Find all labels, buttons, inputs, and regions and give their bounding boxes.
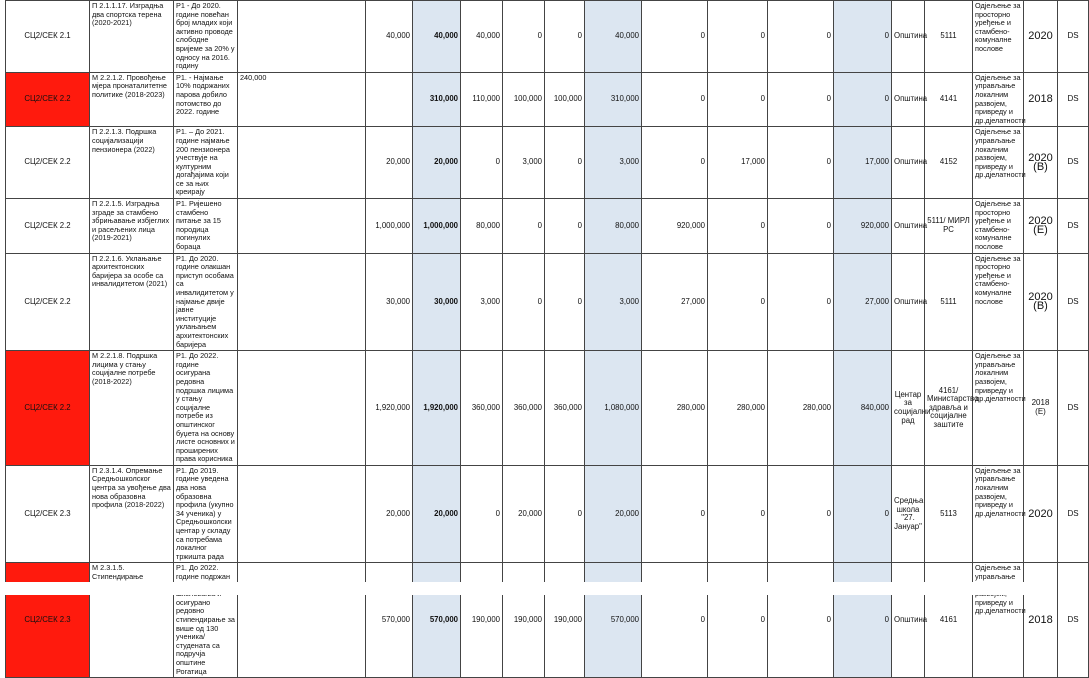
cell-konto: 4152 — [925, 127, 973, 199]
cell-v1: 80,000 — [461, 199, 503, 254]
cell-v2: 3,000 — [503, 127, 545, 199]
cell-wsum: 17,000 — [834, 127, 892, 199]
cell-base — [238, 127, 366, 199]
cell-base — [238, 563, 366, 678]
cell-code: СЦ2/СЕК 2.2 — [6, 199, 90, 254]
cell-v1: 110,000 — [461, 72, 503, 127]
cell-ds: DS — [1058, 351, 1089, 466]
cell-konto: 5111 — [925, 253, 973, 351]
cell-resp: Општина — [892, 253, 925, 351]
cell-w2: 0 — [708, 465, 768, 563]
table-row — [6, 199, 1089, 254]
cell-resp: Општина — [892, 199, 925, 254]
cell-w3: 0 — [768, 253, 834, 351]
cell-w3: 0 — [768, 465, 834, 563]
cell-v1: 0 — [461, 127, 503, 199]
cell-project: М 2.3.1.5. Стипендирање — [90, 563, 174, 678]
cell-v3: 0 — [545, 127, 585, 199]
cell-w2: 0 — [708, 72, 768, 127]
cell-year: 2018 — [1024, 563, 1058, 678]
cell-w1: 27,000 — [642, 253, 708, 351]
cell-sum: 1,080,000 — [585, 351, 642, 466]
cell-code: СЦ2/СЕК 2.3 — [6, 563, 90, 678]
cell-total2: 30,000 — [413, 253, 461, 351]
cell-ds: DS — [1058, 253, 1089, 351]
cell-v2: 100,000 — [503, 72, 545, 127]
cell-indicator: Р1. До 2020. године олакшан приступ особама са инвалидитетом у најмање двије јавне институције уклањањем архитектонских баријера — [174, 253, 238, 351]
cell-v3: 0 — [545, 465, 585, 563]
cell-w2: 0 — [708, 1, 768, 73]
cell-ds: DS — [1058, 1, 1089, 73]
cell-v1: 190,000 — [461, 563, 503, 678]
cell-total2: 570,000 — [413, 563, 461, 678]
cell-w1: 920,000 — [642, 199, 708, 254]
cell-w1: 280,000 — [642, 351, 708, 466]
cell-ds: DS — [1058, 72, 1089, 127]
cell-konto: 5113 — [925, 465, 973, 563]
cell-resp: Средња школа "27. Јануар" — [892, 465, 925, 563]
cell-wsum: 0 — [834, 563, 892, 678]
cell-v3: 190,000 — [545, 563, 585, 678]
table-row — [6, 127, 1089, 199]
cell-konto: 5111 — [925, 1, 973, 73]
table-row — [6, 351, 1089, 466]
cell-ds: DS — [1058, 127, 1089, 199]
cell-dept: Одјељење за управљање локалним развојем, привреду и др.дјелатности — [973, 72, 1024, 127]
cell-dept: Одјељење за просторно уређење и стамбено-комуналне послове — [973, 199, 1024, 254]
budget-table-sheet — [5, 0, 1079, 676]
cell-code: СЦ2/СЕК 2.2 — [6, 127, 90, 199]
cell-total2: 20,000 — [413, 465, 461, 563]
cell-code: СЦ2/СЕК 2.1 — [6, 1, 90, 73]
cell-konto: 5111/ МИРЛ РС — [925, 199, 973, 254]
cell-code: СЦ2/СЕК 2.3 — [6, 465, 90, 563]
cell-dept: Одјељење за управљање локалним развојем, привреду и др.дјелатности — [973, 351, 1024, 466]
cell-sum: 80,000 — [585, 199, 642, 254]
cell-dept: Одјељење за управљање привреду и др.дјелатности — [973, 563, 1024, 678]
cell-w3: 0 — [768, 199, 834, 254]
cell-sum: 570,000 — [585, 563, 642, 678]
cell-indicator: Р1. До 2019. године уведена два нова образовна профила (укупно 34 ученика) у Средњошколски центар у складу са потребама локалног тржишта рада — [174, 465, 238, 563]
cell-total2: 1,000,000 — [413, 199, 461, 254]
cell-ds: DS — [1058, 563, 1089, 678]
cell-project: М 2.2.1.8. Подршка лицима у стању социјалне потребе (2018-2022) — [90, 351, 174, 466]
cell-resp: Општина — [892, 1, 925, 73]
cell-total2: 310,000 — [413, 72, 461, 127]
cell-w1: 0 — [642, 127, 708, 199]
cell-sum: 20,000 — [585, 465, 642, 563]
cell-indicator: Р1 - До 2020. године повећан број младих који активно проводе слободне вријеме за 20% у односу на 2016. годину — [174, 1, 238, 73]
cell-total2: 1,920,000 — [413, 351, 461, 466]
table-row — [6, 465, 1089, 563]
cell-konto: 4161 — [925, 563, 973, 678]
cell-v1: 40,000 — [461, 1, 503, 73]
cell-base — [238, 253, 366, 351]
cell-w2: 17,000 — [708, 127, 768, 199]
cell-v2: 0 — [503, 1, 545, 73]
cell-v2: 190,000 — [503, 563, 545, 678]
cell-v3: 360,000 — [545, 351, 585, 466]
cell-resp: Центар за социјални рад — [892, 351, 925, 466]
cell-project: П 2.1.1.17. Изградња два спортска терена (2020-2021) — [90, 1, 174, 73]
budget-table — [5, 0, 1089, 678]
cell-ds: DS — [1058, 465, 1089, 563]
table-row — [6, 253, 1089, 351]
cell-w2: 280,000 — [708, 351, 768, 466]
cell-w1: 0 — [642, 1, 708, 73]
cell-total — [366, 72, 413, 127]
cell-indicator: Р1. - Најмање 10% подржаних парова добило потомство до 2022. године — [174, 72, 238, 127]
cell-year: 2018 — [1024, 72, 1058, 127]
cell-v3: 0 — [545, 199, 585, 254]
cell-base — [238, 199, 366, 254]
cell-project: П 2.2.1.5. Изградња зграде за стамбено збрињавање избјеглих и расељених лица (2019-2021) — [90, 199, 174, 254]
cell-w3: 280,000 — [768, 351, 834, 466]
cell-project: П 2.2.1.3. Подршка социјализацији пензионера (2022) — [90, 127, 174, 199]
cell-wsum: 840,000 — [834, 351, 892, 466]
table-row — [6, 563, 1089, 678]
cell-total: 40,000 — [366, 1, 413, 73]
cell-indicator: Р1. До 2022. године подржан осигурано редовно стипендирање за више од 130 ученика/студената са подручја општине Рогатица — [174, 563, 238, 678]
cell-v1: 360,000 — [461, 351, 503, 466]
cell-total: 30,000 — [366, 253, 413, 351]
cell-v3: 0 — [545, 1, 585, 73]
cell-v2: 0 — [503, 253, 545, 351]
cell-dept: Одјељење за просторно уређење и стамбено-комуналне послове — [973, 1, 1024, 73]
cell-w2: 0 — [708, 563, 768, 678]
cell-wsum: 0 — [834, 72, 892, 127]
cell-v2: 360,000 — [503, 351, 545, 466]
cell-base — [238, 1, 366, 73]
cell-year: 2018 (E) — [1024, 351, 1058, 466]
cell-w1: 0 — [642, 72, 708, 127]
cell-project: М 2.2.1.2. Провођење мјера пронаталитетне политике (2018-2023) — [90, 72, 174, 127]
cell-year: 2020 (E) — [1024, 199, 1058, 254]
cell-total: 1,000,000 — [366, 199, 413, 254]
cell-wsum: 27,000 — [834, 253, 892, 351]
cell-total: 20,000 — [366, 127, 413, 199]
cell-total2: 20,000 — [413, 127, 461, 199]
cell-year: 2020 (B) — [1024, 127, 1058, 199]
cell-v2: 20,000 — [503, 465, 545, 563]
cell-w1: 0 — [642, 563, 708, 678]
cell-v2: 0 — [503, 199, 545, 254]
cell-v3: 0 — [545, 253, 585, 351]
bottom-margin — [0, 582, 1024, 595]
cell-total: 570,000 — [366, 563, 413, 678]
cell-base: 240,000 — [238, 72, 366, 127]
cell-project: П 2.2.1.6. Уклањање архитектонских баријера за особе са инвалидитетом (2021) — [90, 253, 174, 351]
table-row — [6, 72, 1089, 127]
cell-total: 1,920,000 — [366, 351, 413, 466]
cell-sum: 3,000 — [585, 127, 642, 199]
cell-v1: 3,000 — [461, 253, 503, 351]
cell-code: СЦ2/СЕК 2.2 — [6, 72, 90, 127]
cell-project: П 2.3.1.4. Опремање Средњошколског центра за увођење два нова образовна профила (2018-2022) — [90, 465, 174, 563]
cell-konto: 4161/ Министарство здравља и социјалне заштите — [925, 351, 973, 466]
cell-indicator: Р1. – До 2021. године најмање 200 пензионера учествује на културним догађајима који се за њих креирају — [174, 127, 238, 199]
cell-dept: Одјељење за просторно уређење и стамбено-комуналне послове — [973, 253, 1024, 351]
cell-dept: Одјељење за управљање локалним развојем, привреду и др.дјелатности — [973, 127, 1024, 199]
cell-w2: 0 — [708, 253, 768, 351]
cell-wsum: 0 — [834, 1, 892, 73]
cell-w1: 0 — [642, 465, 708, 563]
cell-w3: 0 — [768, 1, 834, 73]
cell-wsum: 920,000 — [834, 199, 892, 254]
cell-code: СЦ2/СЕК 2.2 — [6, 351, 90, 466]
cell-year: 2020 — [1024, 1, 1058, 73]
cell-sum: 310,000 — [585, 72, 642, 127]
cell-resp: Општина — [892, 72, 925, 127]
cell-base — [238, 465, 366, 563]
cell-year: 2020 — [1024, 465, 1058, 563]
table-row — [6, 1, 1089, 73]
cell-v1: 0 — [461, 465, 503, 563]
table-body — [6, 1, 1089, 678]
cell-total2: 40,000 — [413, 1, 461, 73]
cell-base — [238, 351, 366, 466]
cell-code: СЦ2/СЕК 2.2 — [6, 253, 90, 351]
cell-wsum: 0 — [834, 465, 892, 563]
cell-indicator: Р1. Ријешено стамбено питање за 15 породица погинулих бораца — [174, 199, 238, 254]
cell-v3: 100,000 — [545, 72, 585, 127]
cell-total: 20,000 — [366, 465, 413, 563]
cell-dept: Одјељење за управљање локалним развојем, привреду и др.дјелатности — [973, 465, 1024, 563]
cell-indicator: Р1. До 2022. године осигурана редовна подршка лицима у стању социјалне потребе из општинског буџета на основу листе основних и проширених права корисника — [174, 351, 238, 466]
cell-sum: 40,000 — [585, 1, 642, 73]
cell-resp: Општина — [892, 127, 925, 199]
cell-year: 2020 (B) — [1024, 253, 1058, 351]
cell-w3: 0 — [768, 72, 834, 127]
cell-w3: 0 — [768, 127, 834, 199]
cell-w3: 0 — [768, 563, 834, 678]
cell-konto: 4141 — [925, 72, 973, 127]
cell-w2: 0 — [708, 199, 768, 254]
cell-ds: DS — [1058, 199, 1089, 254]
cell-resp: Општина — [892, 563, 925, 678]
cell-sum: 3,000 — [585, 253, 642, 351]
